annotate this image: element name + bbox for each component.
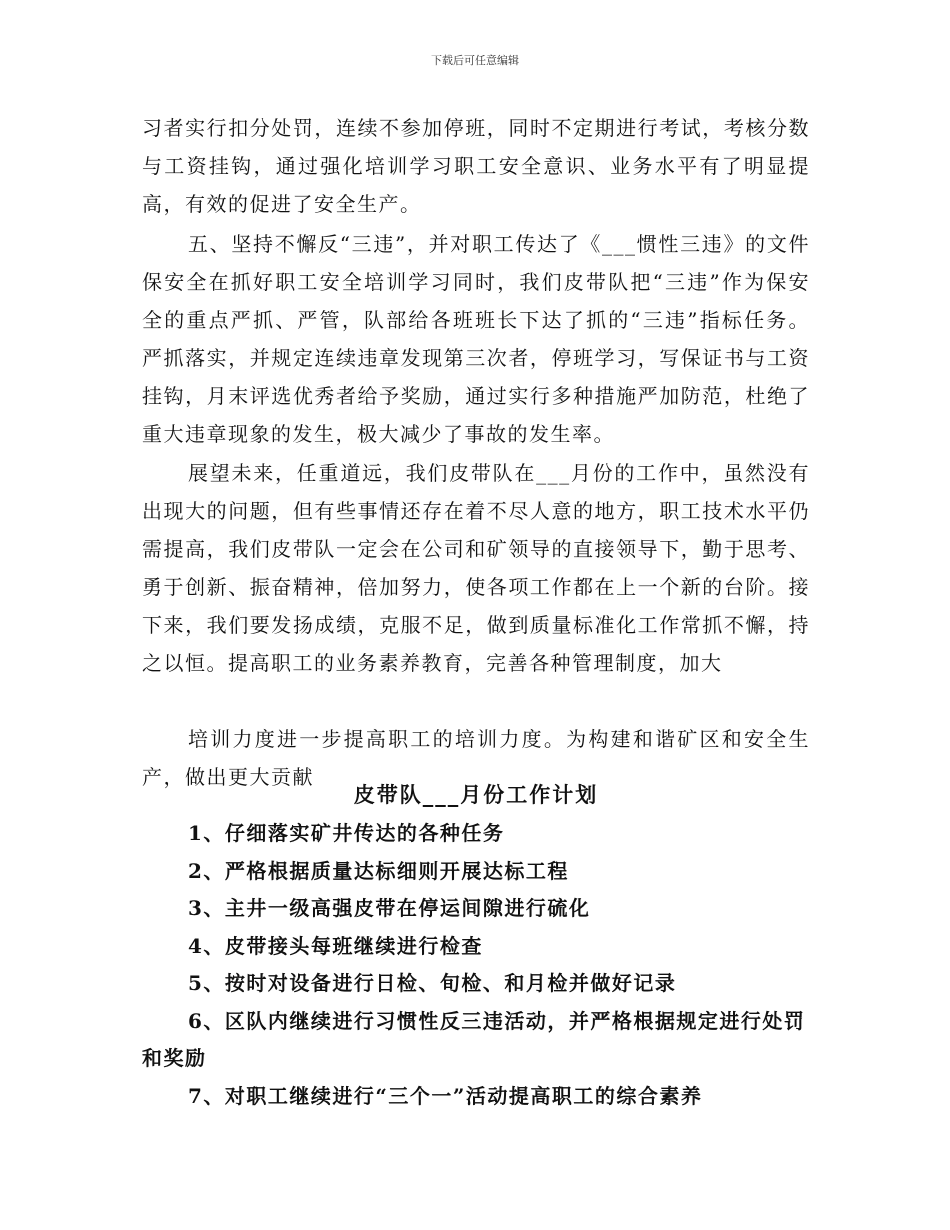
paragraph-safety-training: 习者实行扣分处罚，连续不参加停班，同时不定期进行考试，考核分数与工资挂钩，通过强化培训学习职工安全意识、业务水平有了明显提高，有效的促进了安全生产。	[142, 116, 810, 216]
plan-item: 1、仔细落实矿井传达的各种任务	[188, 821, 505, 845]
paragraph-conclusion: 培训力度进一步提高职工的培训力度。为构建和谐矿区和安全生产，做出更大贡献	[142, 727, 810, 789]
plan-item: 3、主井一级高强皮带在停运间隙进行硫化	[188, 896, 591, 920]
page-header: 下载后可任意编辑	[431, 54, 519, 67]
plan-title: 皮带队___月份工作计划	[353, 782, 599, 807]
paragraph-outlook: 展望未来，任重道远，我们皮带队在___月份的工作中，虽然没有出现大的问题，但有些事情还存在着不尽人意的地方，职工技术水平仍需提高，我们皮带队一定会在公司和矿领导的直接领导下，勤于思考、勇于创新、振奋精神，倍加努力，使各项工作都在上一个新的台阶。接下来，我们要发扬成绩，克服不足，做到质量标准化工作常抓不懈，持之以恒。提高职工的业务素养教育，完善各种管理制度，加大	[142, 461, 810, 675]
plan-item: 4、皮带接头每班继续进行检查	[188, 933, 483, 958]
plan-list	[142, 815, 810, 1115]
plan-item: 2、严格根据质量达标细则开展达标工程	[188, 858, 569, 883]
paragraph-anti-violation: 五、坚持不懈反“三违”，并对职工传达了《___惯性三违》的文件保安全在抓好职工安全培训学习同时，我们皮带队把“三违”作为保安全的重点严抓、严管，队部给各班班长下达了抓的“三违”指标任务。严抓落实，并规定连续违章发现第三次者，停班学习，写保证书与工资挂钩，月末评选优秀者给予奖励，通过实行多种措施严加防范，杜绝了重大违章现象的发生，极大减少了事故的发生率。	[142, 232, 810, 446]
plan-item: 5、按时对设备进行日检、旬检、和月检并做好记录	[188, 971, 677, 995]
plan-item: 7、对职工继续进行“三个一”活动提高职工的综合素养	[188, 1083, 703, 1108]
plan-item: 6、区队内继续进行习惯性反三违活动，并严格根据规定进行处罚和奖励	[142, 1008, 806, 1070]
